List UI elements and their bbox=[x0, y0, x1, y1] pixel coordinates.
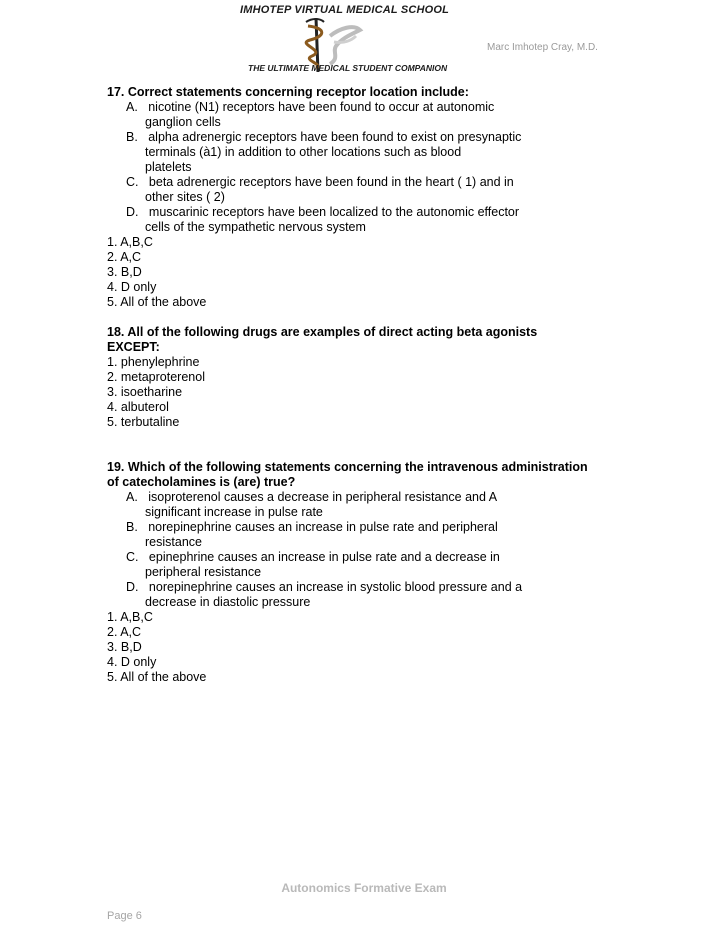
answer-choice: 5. All of the above bbox=[107, 295, 207, 309]
option-text-cont: decrease in diastolic pressure bbox=[145, 595, 311, 609]
option-c bbox=[107, 175, 667, 205]
option-letter: A. bbox=[126, 490, 138, 504]
answer-choice: 2. A,C bbox=[107, 625, 142, 639]
option-text: norepinephrine causes an increase in pulse rate and peripheral bbox=[148, 520, 498, 534]
option-letter: A. bbox=[126, 100, 138, 114]
question-title-cont: of catecholamines is (are) true? bbox=[107, 475, 296, 489]
option-letter: C. bbox=[126, 175, 139, 189]
answer-choice: 1. phenylephrine bbox=[107, 355, 200, 369]
question-19 bbox=[107, 460, 667, 685]
option-text-cont: cells of the sympathetic nervous system bbox=[145, 220, 366, 234]
answer-choice: 2. metaproterenol bbox=[107, 370, 205, 384]
option-text-cont: significant increase in pulse rate bbox=[145, 505, 323, 519]
option-text: alpha adrenergic receptors have been found to exist on presynaptic bbox=[148, 130, 522, 144]
footer-title: Autonomics Formative Exam bbox=[281, 881, 447, 895]
answer-choice: 4. albuterol bbox=[107, 400, 169, 414]
option-text-cont: terminals (à1) in addition to other locations such as blood bbox=[145, 145, 462, 159]
question-title-cont: EXCEPT: bbox=[107, 340, 160, 354]
option-d bbox=[107, 580, 667, 610]
option-text-cont: platelets bbox=[145, 160, 192, 174]
option-text: muscarinic receptors have been localized to the autonomic effector bbox=[148, 205, 520, 219]
option-c bbox=[107, 550, 667, 580]
author-name: Marc Imhotep Cray, M.D. bbox=[487, 42, 598, 53]
answer-choice: 3. B,D bbox=[107, 265, 142, 279]
answer-choice: 1. A,B,C bbox=[107, 610, 153, 624]
exam-content bbox=[107, 85, 667, 685]
option-text: nicotine (N1) receptors have been found to occur at autonomic bbox=[148, 100, 495, 114]
option-d bbox=[107, 205, 667, 235]
question-title: 18. All of the following drugs are examples of direct acting beta agonists bbox=[107, 325, 538, 339]
option-b bbox=[107, 130, 667, 175]
answer-choice: 3. isoetharine bbox=[107, 385, 183, 399]
answer-choice: 4. D only bbox=[107, 655, 157, 669]
school-tagline: THE ULTIMATE MEDICAL STUDENT COMPANION bbox=[248, 63, 448, 73]
option-letter: B. bbox=[126, 130, 138, 144]
question-17 bbox=[107, 85, 667, 310]
option-text: norepinephrine causes an increase in systolic blood pressure and a bbox=[148, 580, 523, 594]
answer-choice: 4. D only bbox=[107, 280, 157, 294]
answer-choice: 2. A,C bbox=[107, 250, 142, 264]
option-text-cont: other sites ( 2) bbox=[145, 190, 225, 204]
page-header bbox=[0, 0, 728, 84]
option-a bbox=[107, 490, 667, 520]
option-b bbox=[107, 520, 667, 550]
answer-choice: 3. B,D bbox=[107, 640, 142, 654]
option-letter: C. bbox=[126, 550, 139, 564]
answer-choice: 5. All of the above bbox=[107, 670, 207, 684]
page-number: Page 6 bbox=[107, 910, 142, 922]
option-letter: D. bbox=[126, 205, 139, 219]
answer-choice: 1. A,B,C bbox=[107, 235, 153, 249]
school-name: IMHOTEP VIRTUAL MEDICAL SCHOOL bbox=[240, 4, 450, 16]
question-18 bbox=[107, 325, 667, 430]
option-text: epinephrine causes an increase in pulse rate and a decrease in bbox=[148, 550, 500, 564]
question-title: 19. Which of the following statements concerning the intravenous administration bbox=[107, 460, 588, 474]
option-text: isoproterenol causes a decrease in peripheral resistance and A bbox=[148, 490, 498, 504]
option-a bbox=[107, 100, 667, 130]
option-letter: B. bbox=[126, 520, 138, 534]
question-title: 17. Correct statements concerning receptor location include: bbox=[107, 85, 469, 99]
option-text: beta adrenergic receptors have been found in the heart ( 1) and in bbox=[148, 175, 514, 189]
option-letter: D. bbox=[126, 580, 139, 594]
spacer bbox=[107, 310, 667, 325]
spacer bbox=[107, 430, 667, 460]
answer-choice: 5. terbutaline bbox=[107, 415, 180, 429]
option-text-cont: ganglion cells bbox=[145, 115, 221, 129]
option-text-cont: peripheral resistance bbox=[145, 565, 262, 579]
option-text-cont: resistance bbox=[145, 535, 202, 549]
